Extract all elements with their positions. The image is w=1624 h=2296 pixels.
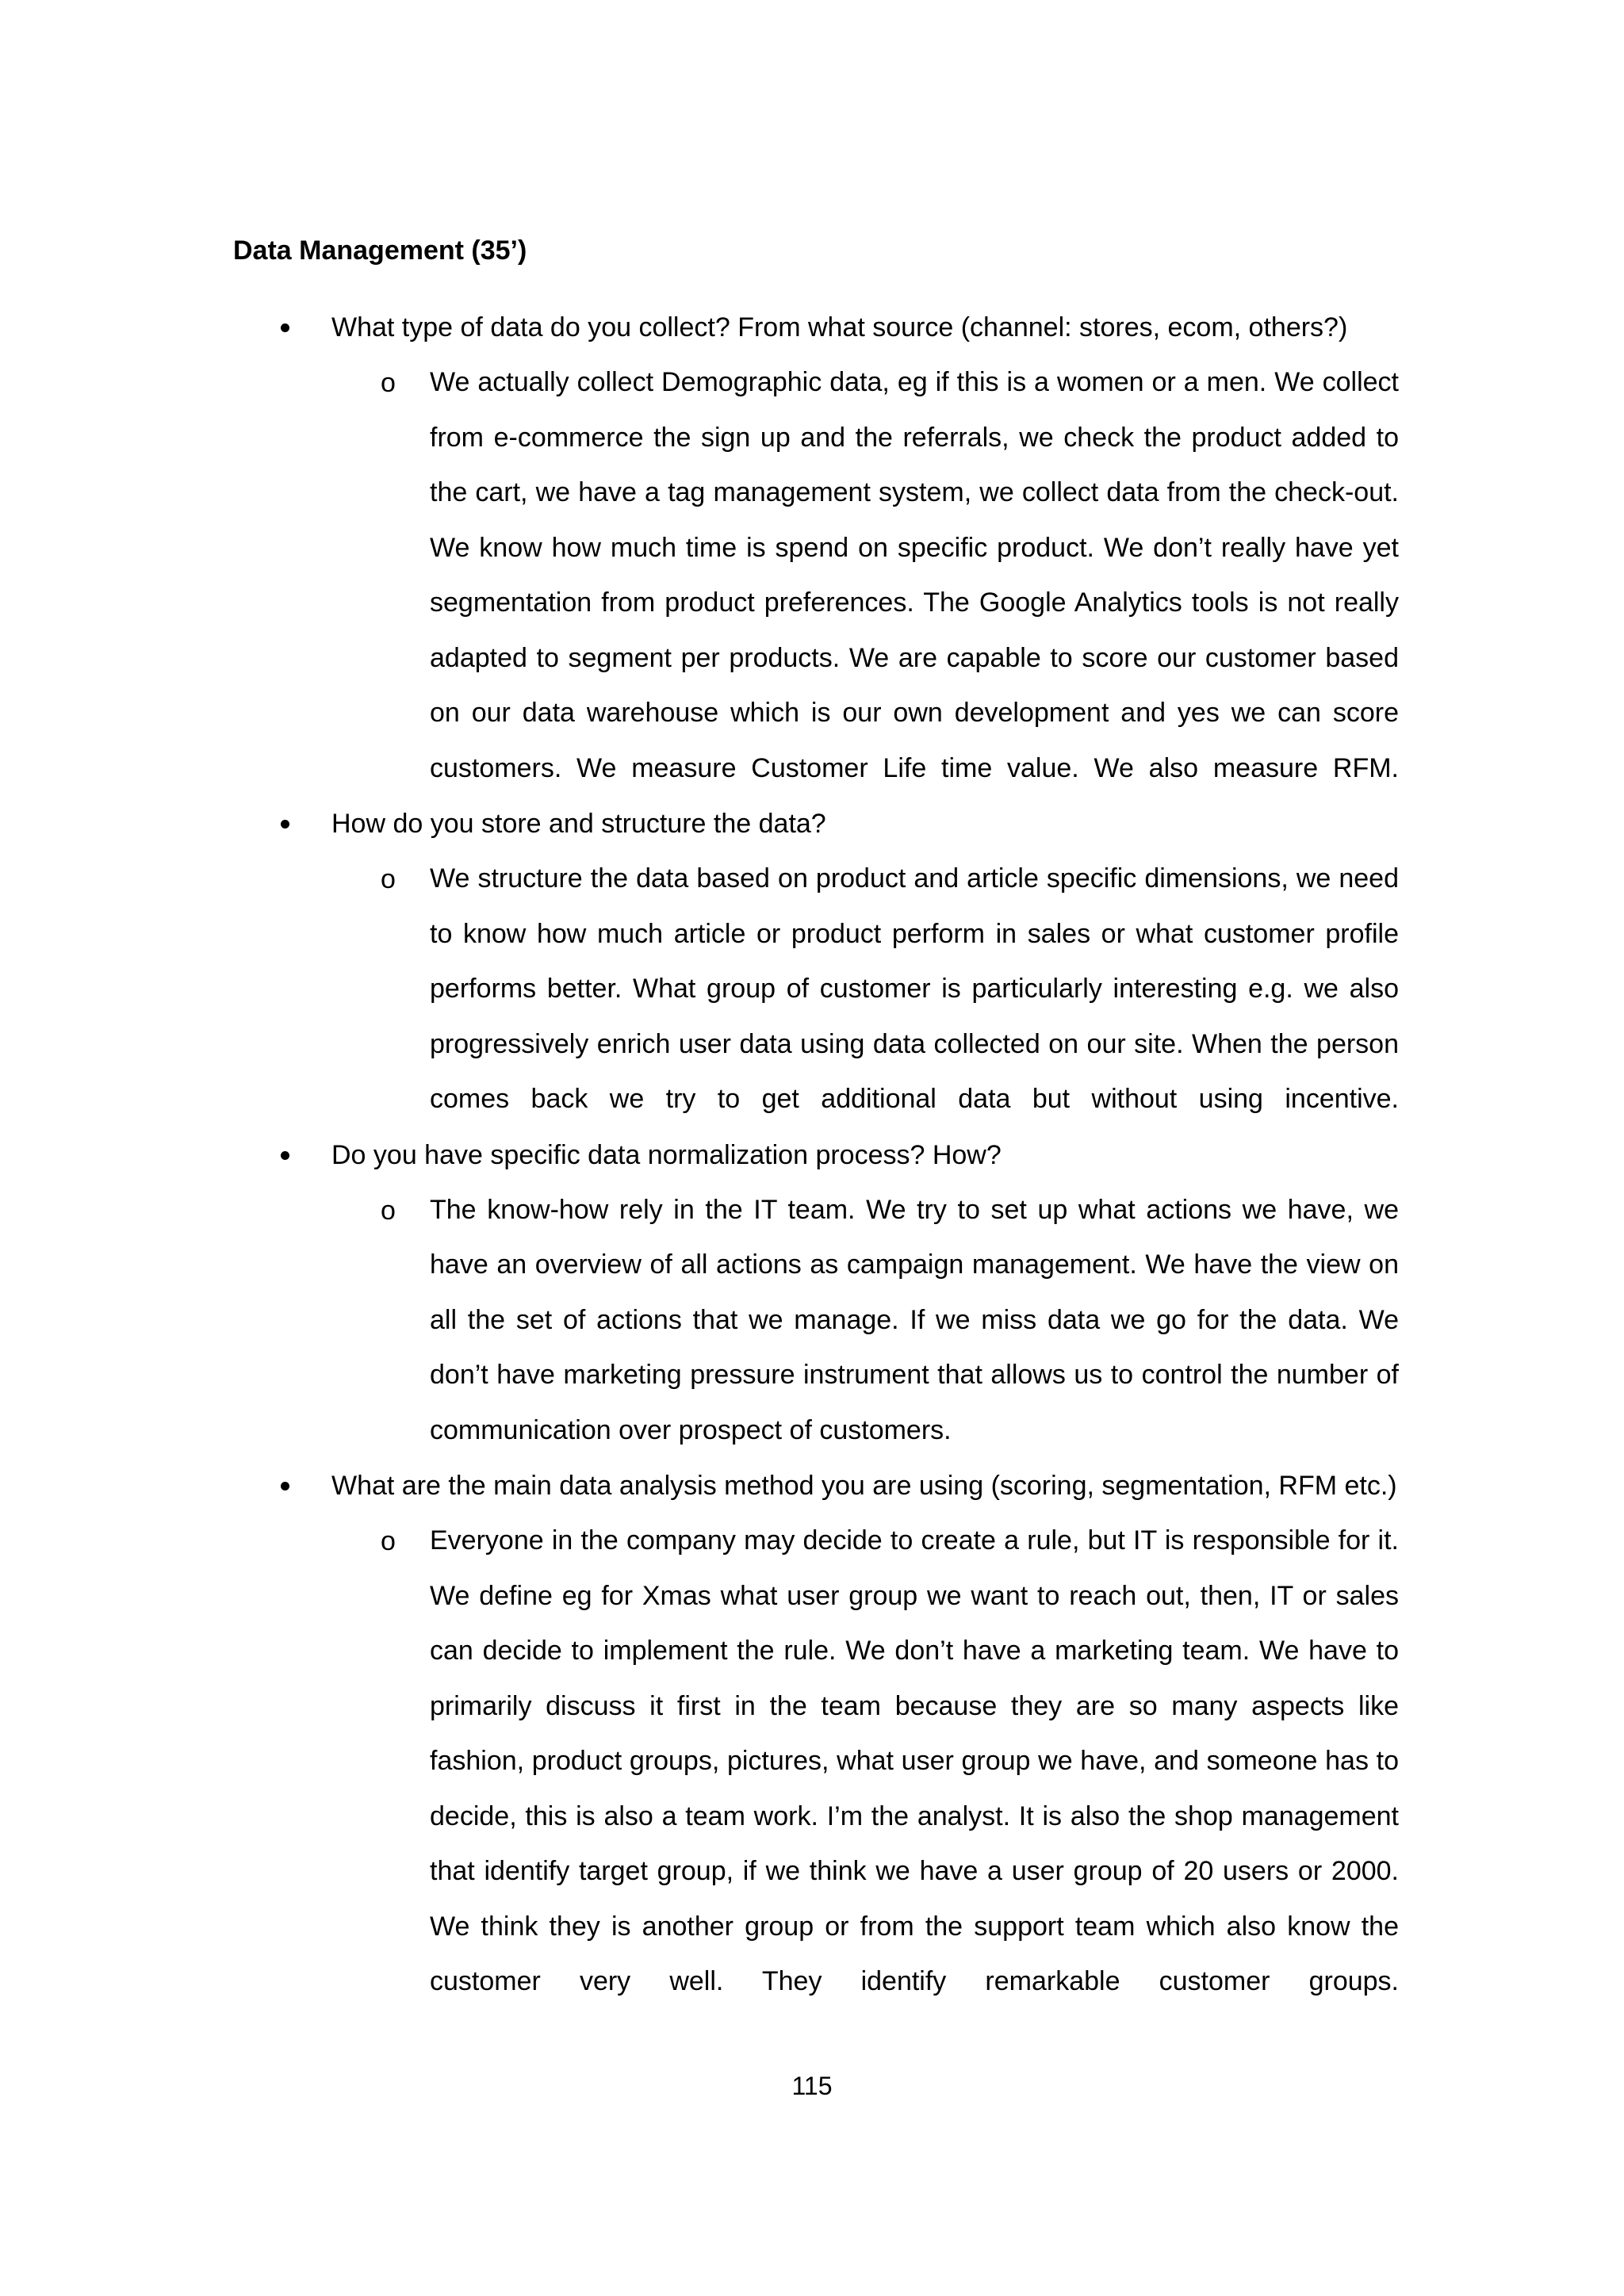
- question-text: How do you store and structure the data?: [331, 809, 826, 839]
- question-text: What are the main data analysis method you are using (scoring, segmentation, RFM etc.): [331, 1471, 1397, 1501]
- question-item-2: [233, 796, 1399, 1127]
- bullet-icon: [281, 820, 289, 828]
- question-text: What type of data do you collect? From what source (channel: stores, ecom, others?): [331, 312, 1348, 342]
- sub-bullet-marker: o: [381, 368, 396, 398]
- answer-row: [233, 1183, 1399, 1459]
- question-row: [233, 1127, 1399, 1183]
- section-title: Data Management (35’): [233, 235, 527, 266]
- question-row: [233, 1458, 1399, 1513]
- bullet-icon: [281, 1482, 289, 1490]
- question-row: [233, 300, 1399, 355]
- bullet-icon: [281, 323, 289, 332]
- question-list: [233, 300, 1399, 2010]
- question-item-3: [233, 1127, 1399, 1459]
- sub-bullet-marker: o: [381, 1526, 396, 1556]
- answer-text: The know-how rely in the IT team. We try to set up what actions we have, we have an overview of all actions as campaign management. We have the view on all the set of actions that we manage. If we miss data we go for the data. We don’t have marketing pressure instrument that allows us to control the number of communication over prospect of customers.: [430, 1194, 1399, 1445]
- sub-bullet-marker: o: [381, 864, 396, 894]
- bullet-icon: [281, 1151, 289, 1160]
- answer-text: We actually collect Demographic data, eg if this is a women or a men. We collect from e-commerce the sign up and the referrals, we check the product added to the cart, we have a tag management system, we collect data from the check-out. We know how much time is spend on specific product. We don’t really have yet segmentation from product preferences. The Google Analytics tools is not really adapted to segment per products. We are capable to score our customer based on our data warehouse which is our own development and yes we can score customers. We measure Customer Life time value. We also measure RFM.: [430, 367, 1399, 783]
- answer-row: [233, 1513, 1399, 2010]
- question-row: [233, 796, 1399, 851]
- answer-text: We structure the data based on product and article specific dimensions, we need to know how much article or product perform in sales or what customer profile performs better. What group of customer is particularly interesting e.g. we also progressively enrich user data using data collected on our site. When the person comes back we try to get additional data but without using incentive.: [430, 863, 1399, 1114]
- question-item-4: [233, 1458, 1399, 2010]
- answer-row: [233, 355, 1399, 796]
- question-text: Do you have specific data normalization process? How?: [331, 1139, 1002, 1170]
- question-item-1: [233, 300, 1399, 796]
- sub-bullet-marker: o: [381, 1195, 396, 1226]
- page-number: 115: [791, 2072, 833, 2100]
- answer-text: Everyone in the company may decide to create a rule, but IT is responsible for it. We define eg for Xmas what user group we want to reach out, then, IT or sales can decide to implement the rule. We don’t have a marketing team. We have to primarily discuss it first in the team because they are so many aspects like fashion, product groups, pictures, what user group we have, and someone has to decide, this is also a team work. I’m the analyst. It is also the shop management that identify target group, if we think we have a user group of 20 users or 2000. We think they is another group or from the support team which also know the customer very well. They identify remarkable customer groups.: [430, 1525, 1399, 1996]
- answer-row: [233, 851, 1399, 1127]
